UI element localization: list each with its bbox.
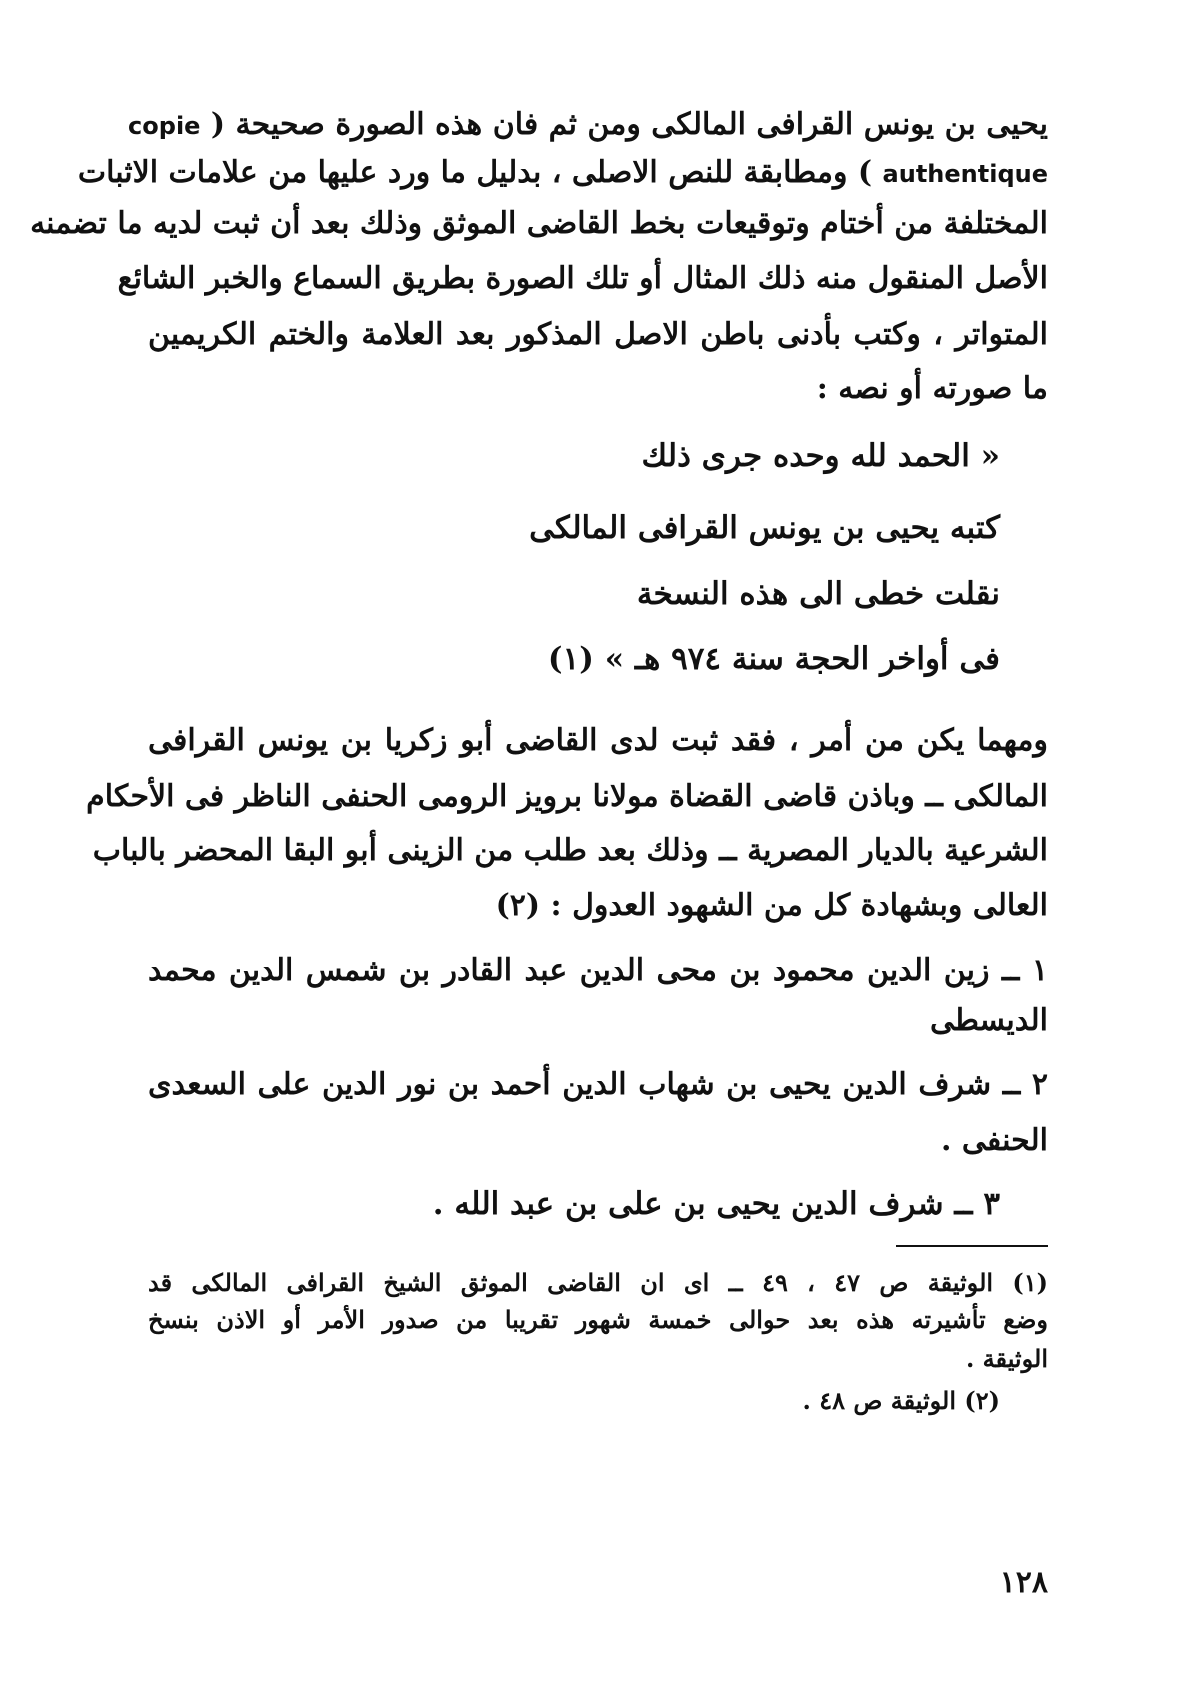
paragraph-1-line-6: ما صورته أو نصه : bbox=[816, 371, 1048, 406]
paragraph-1-line-1 bbox=[128, 104, 1048, 147]
page-number: ١٢٨ bbox=[999, 1565, 1048, 1600]
witness-2-line-1: ٢ ــ شرف الدين يحيى بن شهاب الدين أحمد بن نور الدين على السعدى bbox=[148, 1067, 1048, 1102]
witness-1-line-1: ١ ــ زين الدين محمود بن محى الدين عبد القادر بن شمس الدين محمد bbox=[148, 953, 1048, 988]
line-text: يحيى بن يونس القرافى المالكى ومن ثم فان هذه الصورة صحيحة ( bbox=[210, 107, 1048, 142]
latin-term-copie: copie bbox=[128, 112, 201, 140]
quote-line-3: نقلت خطى الى هذه النسخة bbox=[636, 576, 1000, 612]
latin-term-authentique: authentique bbox=[882, 160, 1048, 188]
footnote-2: (٢) الوثيقة ص ٤٨ . bbox=[802, 1386, 1000, 1415]
paragraph-2-line-2: المالكى ــ وباذن قاضى القضاة مولانا برويز الرومى الحنفى الناظر فى الأحكام bbox=[86, 779, 1048, 814]
paragraph-2-line-3: الشرعية بالديار المصرية ــ وذلك بعد طلب من الزينى أبو البقا المحضر بالباب bbox=[92, 833, 1048, 868]
paragraph-2-line-1: ومهما يكن من أمر ، فقد ثبت لدى القاضى أبو زكريا بن يونس القرافى bbox=[148, 723, 1048, 758]
paragraph-1-line-2 bbox=[77, 152, 1048, 195]
quote-line-1: « الحمد لله وحده جرى ذلك bbox=[641, 438, 1000, 474]
paragraph-1-line-3: المختلفة من أختام وتوقيعات بخط القاضى الموثق وذلك بعد أن ثبت لديه ما تضمنه bbox=[30, 206, 1048, 241]
witness-2-line-2: الحنفى . bbox=[941, 1123, 1048, 1158]
footnote-1-line-3: الوثيقة . bbox=[965, 1344, 1048, 1373]
footnote-divider bbox=[896, 1245, 1048, 1247]
footnote-1-line-1: (١) الوثيقة ص ٤٧ ، ٤٩ ــ اى ان القاضى الموثق الشيخ القرافى المالكى قد bbox=[148, 1268, 1048, 1297]
footnote-1-line-2: وضع تأشيرته هذه بعد حوالى خمسة شهور تقريبا من صدور الأمر أو الاذن بنسخ bbox=[148, 1305, 1048, 1334]
paragraph-1-line-4: الأصل المنقول منه ذلك المثال أو تلك الصورة بطريق السماع والخبر الشائع bbox=[117, 261, 1048, 296]
quote-line-4: فى أواخر الحجة سنة ٩٧٤ هـ » (١) bbox=[547, 641, 1000, 677]
paragraph-1-line-5: المتواتر ، وكتب بأدنى باطن الاصل المذكور بعد العلامة والختم الكريمين bbox=[148, 317, 1048, 352]
paragraph-2-line-4: العالى وبشهادة كل من الشهود العدول : (٢) bbox=[495, 888, 1048, 923]
quote-line-2: كتبه يحيى بن يونس القرافى المالكى bbox=[529, 510, 1000, 546]
witness-3-line: ٣ ــ شرف الدين يحيى بن على بن عبد الله . bbox=[432, 1186, 1000, 1222]
line-text: ) ومطابقة للنص الاصلى ، بدليل ما ورد عليها من علامات الاثبات bbox=[77, 155, 873, 190]
witness-1-line-2: الديسطى bbox=[930, 1003, 1048, 1038]
